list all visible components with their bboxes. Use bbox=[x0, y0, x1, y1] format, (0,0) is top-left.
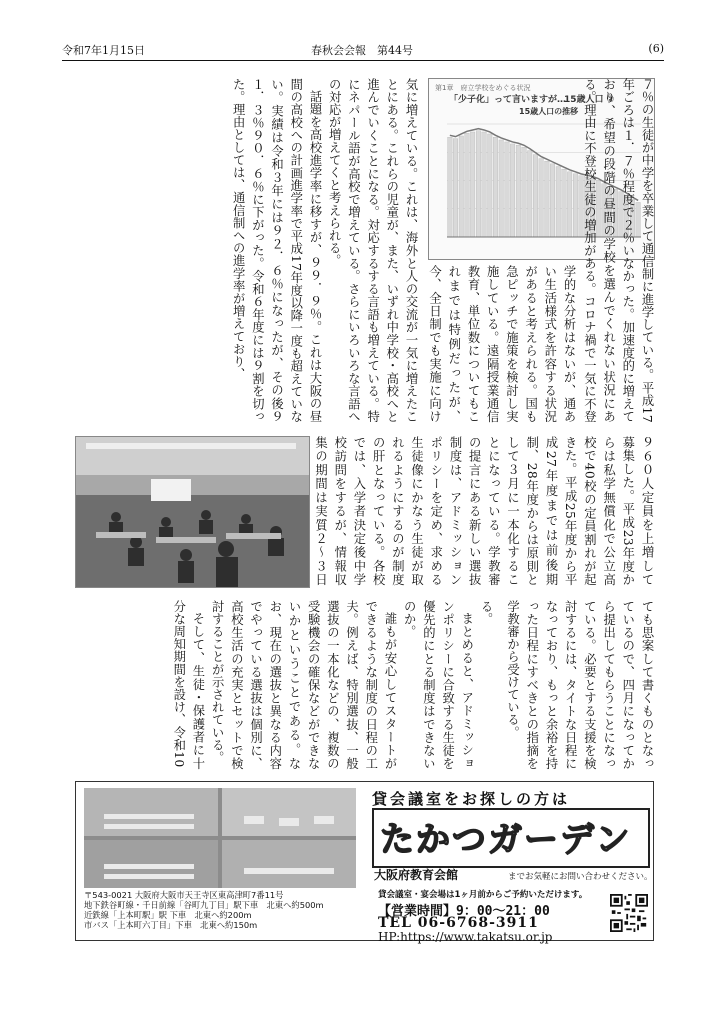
ad-homepage-link[interactable]: HP:https://www.takatsu.or.jp bbox=[378, 930, 553, 944]
chart-bar bbox=[476, 131, 481, 237]
chart-bar bbox=[545, 161, 550, 237]
ad-reservation-note: 貸会議室・宴会場は1ヶ月前からご予約いただけます。 bbox=[378, 890, 588, 900]
chart-bar bbox=[510, 144, 515, 237]
header-rule bbox=[62, 60, 664, 61]
chart-bar bbox=[459, 136, 464, 237]
ad-call-to-action: までお気軽にお問い合わせください。 bbox=[508, 872, 653, 882]
chart-bar bbox=[448, 137, 453, 237]
ad-telephone: TEL 06-6768-3911 bbox=[378, 915, 539, 931]
article-column-3 bbox=[580, 78, 656, 423]
article-column-4 bbox=[310, 436, 656, 586]
ad-logo-name: たかつガーデン bbox=[380, 820, 632, 860]
ad-access-line: 地下鉄谷町線・千日前線「谷町九丁目」駅下車 北東へ約500m bbox=[84, 900, 324, 910]
article-column-2 bbox=[428, 265, 578, 423]
header-title: 春秋会会報 第44号 bbox=[311, 44, 413, 57]
article-paragraph: 気に増えている。これは、海外と人の交流が一気に増えたことにある。これらの児童が、また、いずれ中学校・高校へと進んでいくことになる。対応するする言語も増えている。特にネパール語が高校で増えている。さらにいろいろな言語への対応が増えてくと考えられる。 bbox=[327, 78, 418, 423]
chart-bar bbox=[539, 159, 544, 237]
chart-bar bbox=[556, 167, 561, 237]
chart-caption-top: 第1章 府立学校をめぐる状況 bbox=[435, 84, 531, 92]
article-paragraph: まとめると、アドミッションポリシーに合致する生徒を優先的にとる制度はできないのか。 bbox=[402, 600, 474, 770]
ad-logo-subtitle: 大阪府教育会館 bbox=[374, 868, 459, 882]
chart-bar bbox=[453, 139, 458, 237]
chart-subheading: 15歳人口 ② bbox=[564, 95, 615, 105]
chart-bar bbox=[470, 132, 475, 237]
chart-bar bbox=[533, 155, 538, 237]
chart-bar bbox=[516, 145, 521, 237]
article-paragraph: る。 bbox=[479, 600, 493, 626]
ad-conference-room-photo bbox=[84, 788, 356, 888]
chart-bar bbox=[573, 174, 578, 237]
article-paragraph: 誰もが安心してスタートができるような制度の日程の工夫。例えば、特別選抜、一般選抜の一本化などの、複数の受験機会の確保などができないかということである。なお、現在の選抜と異なる内容でやっている選抜は個別に、高校生活の充実とセットで検討することが示されている。 bbox=[210, 600, 397, 770]
chart-bar bbox=[562, 169, 567, 237]
meeting-photo bbox=[75, 436, 310, 588]
ad-photo-image bbox=[84, 788, 356, 888]
header-date: 令和7年1月15日 bbox=[62, 44, 145, 57]
ad-address-line: 〒543-0021 大阪府大阪市天王寺区東高津町7番11号 bbox=[84, 890, 284, 900]
qr-code-icon[interactable] bbox=[610, 894, 648, 932]
chart-bar bbox=[482, 132, 487, 237]
chart-bar bbox=[567, 172, 572, 237]
ad-access-line: 市バス「上本町六丁目」下車 北東へ約150m bbox=[84, 920, 258, 930]
takatsu-garden-ad bbox=[75, 781, 654, 944]
ad-access-line: 近鉄線「上本町駅」駅 下車 北東へ約200m bbox=[84, 910, 252, 920]
article-paragraph: ても思案して書くものとなっているので、四月になってから提出してもらうことになっている。必要とする支援を検討するには、タイトな日程になっており、もっと余裕を持った日程にすべきとの指摘を学教審から受けている。 bbox=[505, 600, 654, 770]
article-paragraph: 話題を高校進学率に移すが、９９．９％。これは大阪の昼間の高校への計画進学率で平成17年度以降一度も超えていない。実績は令和３年には９２．６％になったが、その後９１．３％９０．６％に下がった。令和６年度には９割を切った。理由としては、通信制への進学率が増えており、 bbox=[231, 78, 322, 423]
article-paragraph: ７％の生徒が中学を卒業して通信制に進学している。平成17年ごろは１．７％程度で２％いなかった。加速度的に増えており、希望の段階の昼間の学校を選んでくれない状況にある。理由に不登校生徒の増加がある。コロナ禍で一気に不登 bbox=[582, 78, 654, 423]
ad-heading: 貸会議室をお探しの方は bbox=[372, 790, 571, 808]
article-paragraph: 学的な分析はないが、通あい生活様式を許容する状況があると考えられる。国も急ピッチで施策を検討し実施している。遠隔授業通信教育、単位数についてもこれまでは特例だったが、今、全日制でも実施に向け bbox=[428, 265, 576, 423]
chart-bar bbox=[493, 137, 498, 237]
ad-business-hours: 【営業時間】9：00～21：00 bbox=[378, 904, 550, 919]
article-column-1 bbox=[75, 78, 420, 423]
chart-heading: 「少子化」って言いますが… bbox=[449, 95, 567, 105]
chart-title: 15歳人口の推移 bbox=[519, 107, 579, 116]
article-column-6 bbox=[75, 600, 495, 770]
chart-bar bbox=[499, 140, 504, 237]
ad-address-block bbox=[84, 890, 364, 930]
article-paragraph: ９６０人定員を上増して募集した。平成23年度からは私学無償化で公立高校で40校の定員割れが起きた。平成25年度から平成27年度までは前後期制、28年度からは原則として３月に一本化することになっている。学教審の提言にある新しい選抜制度は、アドミッションポリシーを定め、求める生徒像にかなう生徒が取れるようにするのが制度の肝となっている。各校では、入学者決定後中学校訪問をするが、情報収集の期間は実質２〜３日 bbox=[313, 436, 654, 586]
article-column-5 bbox=[502, 600, 656, 770]
chart-bar bbox=[465, 133, 470, 237]
chart-bar bbox=[505, 142, 510, 237]
meeting-photo-image bbox=[76, 437, 309, 587]
ad-logo bbox=[372, 808, 650, 868]
chart-bar bbox=[488, 134, 493, 237]
header-page-number: (6) bbox=[648, 42, 664, 55]
chart-bar bbox=[550, 164, 555, 237]
article-paragraph: そして、生徒・保護者に十分な周知期間を設け、令和10 bbox=[171, 600, 205, 770]
chart-bar bbox=[527, 151, 532, 237]
chart-bar bbox=[522, 147, 527, 237]
